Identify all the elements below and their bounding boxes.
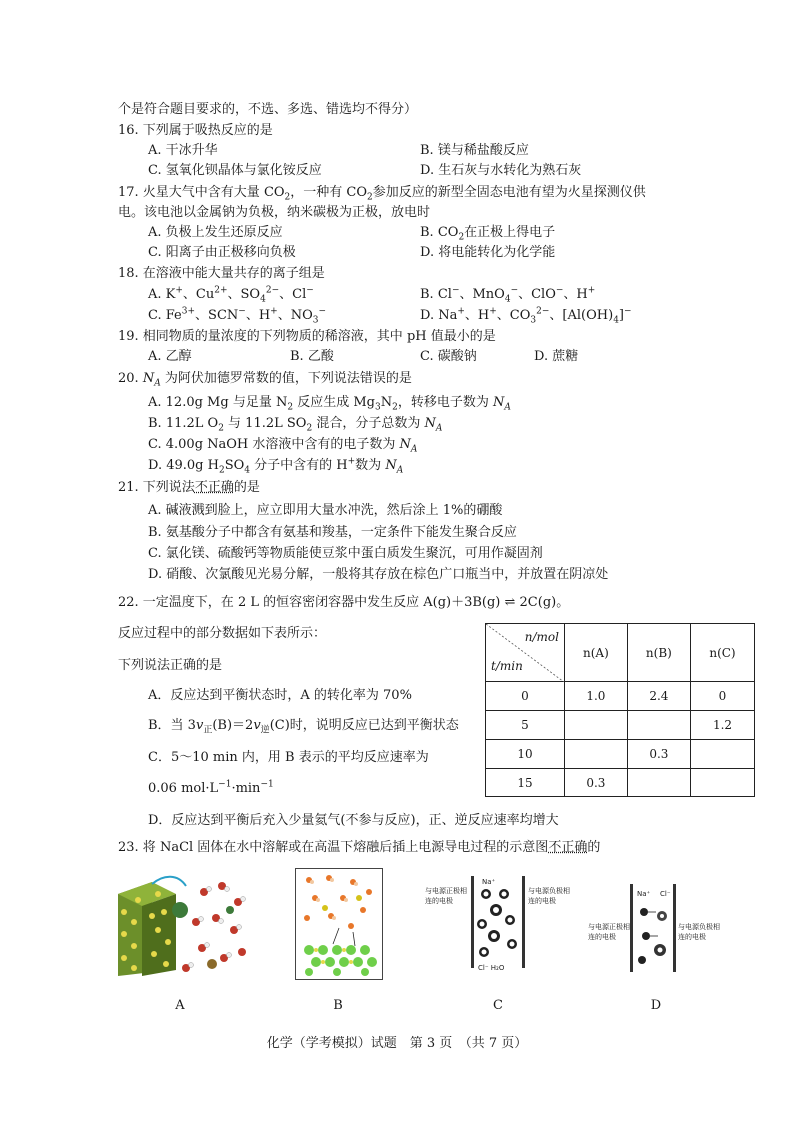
q22-option-a: A．反应达到平衡状态时，A 的转化率为 70% bbox=[148, 688, 412, 703]
figure-d-right-label: 与电源负极相连的电极 bbox=[678, 923, 720, 941]
q18-option-c: C. $Fe^{3+}$、SCN−、H+、$NO_3^-$ bbox=[148, 306, 327, 326]
q18-option-b: B. Cl−、MnO$_4$−、ClO−、H+ bbox=[420, 285, 596, 305]
figure-caption-b: B bbox=[333, 998, 343, 1013]
q23-stem: 23. 将 NaCl 固体在水中溶解或在高温下熔融后插上电源导电过程的示意图不正确的 bbox=[118, 840, 601, 855]
table-cell bbox=[690, 769, 754, 797]
figure-d-left-label: 与电源正极相连的电极 bbox=[588, 923, 630, 941]
corner-bottom-label: t/min bbox=[491, 659, 523, 673]
q16-stem: 16. 下列属于吸热反应的是 bbox=[118, 123, 273, 138]
figure-caption-c: C bbox=[493, 998, 503, 1013]
table-row bbox=[486, 711, 755, 740]
q16-option-d: D. 生石灰与水转化为熟石灰 bbox=[420, 163, 582, 178]
q19-option-c: C. 碳酸钠 bbox=[420, 349, 477, 364]
table-cell: 0 bbox=[690, 682, 754, 711]
q20-option-c: C. 4.00g NaOH 水溶液中含有的电子数为 $N_A$ bbox=[148, 437, 418, 455]
q21-option-a: A. 碱液溅到脸上，应立即用大量水冲洗，然后涂上 1%的硼酸 bbox=[148, 503, 503, 518]
table-row bbox=[486, 740, 755, 769]
table-corner-cell bbox=[486, 624, 565, 682]
q22-ask: 下列说法正确的是 bbox=[118, 658, 223, 673]
table-row bbox=[486, 682, 755, 711]
figure-c-left-label: 与电源正极相连的电极 bbox=[425, 887, 467, 905]
q22-data-table bbox=[485, 623, 755, 797]
q17-option-b: B. $CO_2$在正极上得电子 bbox=[420, 225, 556, 243]
q18-option-d: D. Na+、H+、$CO_3^{2-}$、$[Al(OH)_4]^-$ bbox=[420, 306, 632, 326]
q17-stem-line2: 电。该电池以金属钠为负极，纳米碳极为正极，放电时 bbox=[118, 205, 431, 220]
figure-caption-a: A bbox=[175, 998, 185, 1013]
q20-option-a: A. 12.0g Mg 与足量 $N_2$ 反应生成 $Mg_3N_2$，转移电子数为 $N_A$ bbox=[148, 395, 511, 413]
table-cell bbox=[565, 740, 628, 769]
q19-stem: 19. 相同物质的量浓度的下列物质的稀溶液，其中 pH 值最小的是 bbox=[118, 329, 496, 344]
svg-text:Na⁺: Na⁺ bbox=[637, 890, 651, 898]
table-cell: 0.3 bbox=[565, 769, 628, 797]
q16-option-a: A. 干冰升华 bbox=[148, 143, 218, 158]
table-cell: 1.0 bbox=[565, 682, 628, 711]
figure-caption-d: D bbox=[650, 998, 662, 1013]
svg-text:Cl⁻: Cl⁻ bbox=[660, 890, 671, 898]
figure-a-nacl-dissolving bbox=[112, 872, 252, 978]
q20-stem: 20. $N_A$ 为阿伏加德罗常数的值，下列说法错误的是 bbox=[118, 371, 412, 389]
table-cell: 0.3 bbox=[627, 740, 690, 769]
q21-stem: 21. 下列说法不正确的是 bbox=[118, 480, 260, 495]
table-cell bbox=[627, 769, 690, 797]
q16-option-b: B. 镁与稀盐酸反应 bbox=[420, 143, 529, 158]
figure-b-ions-in-water bbox=[295, 868, 383, 980]
table-cell: 1.2 bbox=[690, 711, 754, 740]
table-cell: 15 bbox=[486, 769, 565, 797]
q20-option-b: B. 11.2L $O_2$ 与 11.2L $SO_2$ 混合，分子总数为 $N_A$ bbox=[148, 416, 443, 434]
q18-stem: 18. 在溶液中能大量共存的离子组是 bbox=[118, 266, 325, 281]
table-cell: 0 bbox=[486, 682, 565, 711]
figure-c-electrolysis-solution bbox=[468, 872, 528, 974]
q21-option-b: B. 氨基酸分子中都含有氨基和羧基，一定条件下能发生聚合反应 bbox=[148, 525, 517, 540]
q21-option-c: C. 氯化镁、硫酸钙等物质能使豆浆中蛋白质发生聚沉，可用作凝固剂 bbox=[148, 546, 543, 561]
table-row bbox=[486, 769, 755, 797]
q22-option-d: D．反应达到平衡后充入少量氦气(不参与反应)，正、逆反应速率均增大 bbox=[148, 813, 559, 828]
q22-option-b: B．当 $3v_正(B)=2v_逆(C)$时，说明反应已达到平衡状态 bbox=[148, 718, 459, 736]
section-note: 个是符合题目要求的，不选、多选、错选均不得分） bbox=[118, 102, 418, 117]
page-footer: 化学（学考模拟）试题 第 3 页 （共 7 页） bbox=[266, 1036, 528, 1051]
q22-option-c-value: 0.06 $mol\cdot L^{-1}\cdot\min^{-1}$ bbox=[148, 779, 274, 796]
table-cell: 5 bbox=[486, 711, 565, 740]
q22-stem: 22. 一定温度下，在 2 L 的恒容密闭容器中发生反应 A(g)＋3B(g) ⇌ 2C(g)。 bbox=[118, 595, 570, 610]
figure-d-electrolysis-molten bbox=[628, 880, 678, 976]
q17-option-a: A. 负极上发生还原反应 bbox=[148, 225, 283, 240]
table-cell: 2.4 bbox=[627, 682, 690, 711]
q17-option-d: D. 将电能转化为化学能 bbox=[420, 245, 556, 260]
q19-option-b: B. 乙酸 bbox=[290, 349, 334, 364]
table-cell bbox=[565, 711, 628, 740]
col-header: n(B) bbox=[627, 624, 690, 682]
table-cell bbox=[627, 711, 690, 740]
figure-c-right-label: 与电源负极相连的电极 bbox=[528, 887, 570, 905]
q16-option-c: C. 氢氧化钡晶体与氯化铵反应 bbox=[148, 163, 322, 178]
q19-option-a: A. 乙醇 bbox=[148, 349, 192, 364]
q21-option-d: D. 硝酸、次氯酸见光易分解，一般将其存放在棕色广口瓶当中，并放置在阴凉处 bbox=[148, 567, 609, 582]
q18-option-a: A. K+、$Cu^{2+}$、$SO_4^{2-}$、Cl− bbox=[148, 285, 314, 305]
q22-intro: 反应过程中的部分数据如下表所示： bbox=[118, 626, 327, 641]
table-cell: 10 bbox=[486, 740, 565, 769]
col-header: n(A) bbox=[565, 624, 628, 682]
q17-stem: 17. 火星大气中含有大量 $CO_2$，一种有 $CO_2$参加反应的新型全固态电池有望为火星探测仪供 bbox=[118, 185, 646, 203]
corner-top-label: n/mol bbox=[524, 630, 559, 644]
q20-option-d: D. 49.0g $H_2SO_4$ 分子中含有的 H+数为 $N_A$ bbox=[148, 456, 404, 476]
q19-option-d: D. 蔗糖 bbox=[534, 349, 579, 364]
q22-option-c: C．5～10 min 内，用 B 表示的平均反应速率为 bbox=[148, 750, 429, 765]
q17-option-c: C. 阳离子由正极移向负极 bbox=[148, 245, 296, 260]
svg-text:Na⁺: Na⁺ bbox=[482, 878, 496, 886]
svg-text:Cl⁻ H₂O: Cl⁻ H₂O bbox=[478, 964, 505, 972]
table-cell bbox=[690, 740, 754, 769]
col-header: n(C) bbox=[690, 624, 754, 682]
